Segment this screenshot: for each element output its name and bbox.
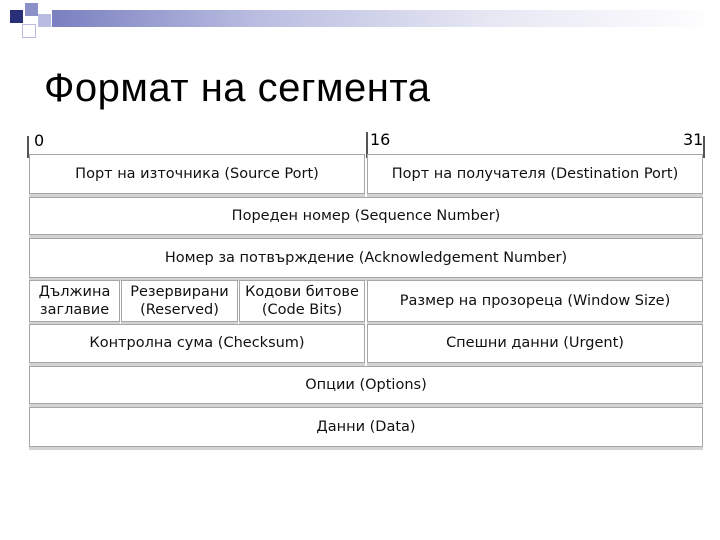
header-length-line2: заглавие xyxy=(39,302,110,318)
tick-right xyxy=(703,136,705,158)
field-options: Опции (Options) xyxy=(29,366,703,404)
slide-title: Формат на сегмента xyxy=(44,66,431,110)
field-destination-port: Порт на получателя (Destination Port) xyxy=(367,154,703,194)
bit-label-31: 31 xyxy=(683,130,704,149)
field-source-port: Порт на източника (Source Port) xyxy=(29,154,365,194)
decor-gradient-bar xyxy=(52,10,720,27)
header-length-line1: Дължина xyxy=(38,283,111,300)
decor-square-light xyxy=(25,3,38,16)
code-bits-line2: (Code Bits) xyxy=(261,302,343,318)
bit-label-0: 0 xyxy=(34,131,45,150)
field-urgent: Спешни данни (Urgent) xyxy=(367,324,703,363)
field-ack-number: Номер за потвърждение (Acknowledgement Number) xyxy=(29,238,703,278)
field-reserved xyxy=(121,280,238,322)
reserved-line1: Резервирани xyxy=(130,283,229,300)
header-decoration xyxy=(0,0,720,40)
field-checksum: Контролна сума (Checksum) xyxy=(29,324,365,363)
decor-square-mid xyxy=(38,14,51,27)
code-bits-line1: Кодови битове xyxy=(245,283,359,300)
field-window-size: Размер на прозореца (Window Size) xyxy=(367,280,703,322)
decor-square-dark xyxy=(10,10,23,23)
decor-square-outline xyxy=(22,24,36,38)
field-sequence-number: Пореден номер (Sequence Number) xyxy=(29,197,703,235)
field-data: Данни (Data) xyxy=(29,407,703,447)
reserved-line2: (Reserved) xyxy=(140,302,219,318)
field-header-length xyxy=(29,280,120,322)
bit-label-16: 16 xyxy=(370,130,391,149)
field-code-bits xyxy=(239,280,365,322)
